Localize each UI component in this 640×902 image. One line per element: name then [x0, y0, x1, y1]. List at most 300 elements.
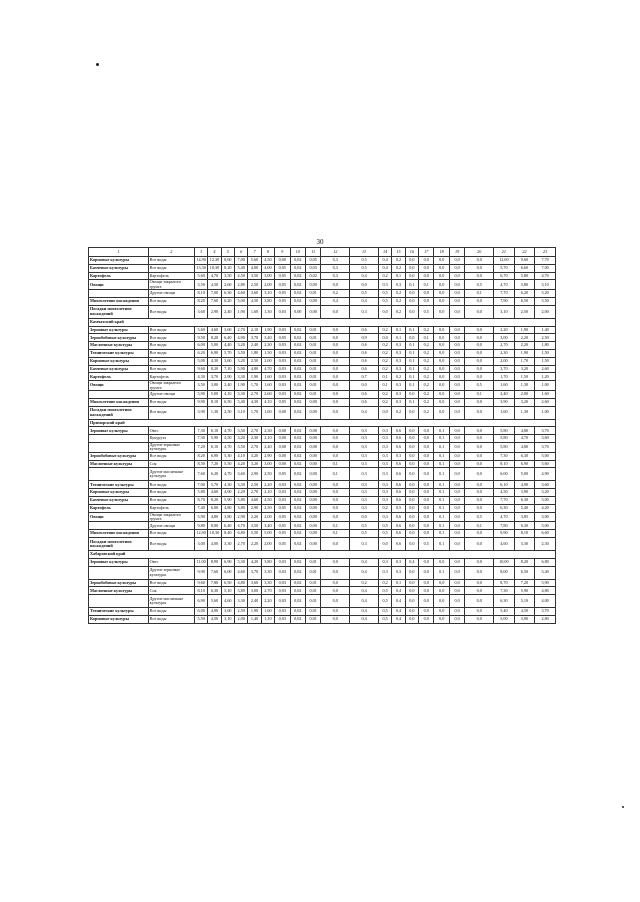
value-cell: 0,0 — [434, 608, 449, 616]
value-cell: 3,70 — [535, 608, 556, 616]
value-cell: 1,20 — [535, 373, 556, 381]
value-cell: 1,90 — [514, 326, 535, 334]
value-cell: 0,5 — [465, 512, 494, 522]
value-cell: 0,0 — [321, 615, 350, 623]
value-cell: 0,0 — [419, 595, 434, 608]
value-cell: 0,02 — [290, 512, 305, 522]
value-cell: 0,3 — [392, 566, 405, 579]
value-cell: 2,50 — [514, 305, 535, 318]
value-cell: 0,02 — [290, 608, 305, 616]
value-cell: 0,0 — [405, 460, 418, 468]
value-cell: 0,05 — [305, 257, 320, 265]
value-cell: 0,3 — [392, 357, 405, 365]
value-cell: 0,0 — [465, 595, 494, 608]
value-cell: 0,1 — [321, 468, 350, 481]
value-cell: 3,60 — [248, 290, 261, 298]
value-cell: 6,30 — [208, 587, 221, 595]
value-cell: 3,40 — [261, 522, 274, 530]
value-cell: 4,80 — [514, 427, 535, 435]
column-header: 6 — [235, 248, 248, 257]
value-cell: 0,2 — [350, 579, 379, 587]
value-cell: 0,0 — [449, 608, 464, 616]
value-cell: 0,0 — [465, 496, 494, 504]
value-cell: 2,70 — [494, 342, 515, 350]
value-cell: 1,60 — [261, 608, 274, 616]
value-cell: 2,40 — [248, 595, 261, 608]
value-cell: 3,50 — [194, 280, 207, 290]
value-cell: 4,80 — [514, 442, 535, 452]
value-cell: 0,02 — [290, 264, 305, 272]
column-header: 16 — [405, 248, 418, 257]
value-cell: 0,1 — [434, 566, 449, 579]
value-cell: 2,10 — [261, 489, 274, 497]
variety-cell: Овес — [148, 427, 194, 435]
value-cell: 3,60 — [221, 326, 234, 334]
value-cell: 3,40 — [261, 334, 274, 342]
value-cell: 0,3 — [350, 468, 379, 481]
value-cell: 0,0 — [419, 435, 434, 443]
value-cell: 8,20 — [208, 496, 221, 504]
value-cell: 0,3 — [378, 496, 391, 504]
value-cell: 3,30 — [261, 566, 274, 579]
value-cell: 0,00 — [305, 512, 320, 522]
value-cell: 0,00 — [275, 257, 290, 265]
value-cell: 0,0 — [419, 530, 434, 538]
value-cell: 0,03 — [275, 357, 290, 365]
value-cell: 0,1 — [465, 522, 494, 530]
value-cell: 4,00 — [535, 595, 556, 608]
region-label: Хабаровский край — [89, 550, 556, 558]
value-cell: 1,40 — [248, 615, 261, 623]
value-cell: 0,02 — [290, 342, 305, 350]
value-cell: 0,1 — [434, 512, 449, 522]
value-cell: 2,20 — [261, 595, 274, 608]
value-cell: 2,00 — [535, 305, 556, 318]
value-cell: 0,0 — [434, 349, 449, 357]
value-cell: 3,70 — [535, 442, 556, 452]
value-cell: 0,0 — [434, 264, 449, 272]
value-cell: 0,0 — [321, 435, 350, 443]
value-cell: 4,70 — [235, 522, 248, 530]
crop-name-cell: Бахчевые культуры — [89, 496, 149, 504]
value-cell: 4,50 — [261, 496, 274, 504]
value-cell: 0,2 — [378, 342, 391, 350]
value-cell: 0,0 — [434, 365, 449, 373]
crop-name-cell: Овощи — [89, 381, 149, 391]
value-cell: 8,10 — [194, 587, 207, 595]
crop-name-cell: Кормовые культуры — [89, 257, 149, 265]
value-cell: 4,10 — [221, 390, 234, 398]
value-cell: 4,00 — [208, 537, 221, 550]
value-cell: 0,0 — [449, 496, 464, 504]
value-cell: 6,00 — [208, 504, 221, 512]
value-cell: 0,2 — [378, 390, 391, 398]
value-cell: 4,10 — [261, 398, 274, 406]
value-cell: 0,2 — [392, 406, 405, 419]
table-row — [89, 342, 556, 350]
value-cell: 8,40 — [221, 530, 234, 538]
table-row — [89, 435, 556, 443]
value-cell: 7,70 — [535, 257, 556, 265]
value-cell: 1,30 — [514, 381, 535, 391]
value-cell: 7,40 — [194, 504, 207, 512]
value-cell: 0,00 — [305, 522, 320, 530]
value-cell: 3,90 — [194, 406, 207, 419]
value-cell: 0,0 — [419, 579, 434, 587]
value-cell: 0,0 — [321, 558, 350, 566]
table-row — [89, 280, 556, 290]
crop-name-cell: Посадки многолетних насаждений — [89, 305, 149, 318]
value-cell: 0,0 — [465, 452, 494, 460]
value-cell: 0,0 — [405, 530, 418, 538]
value-cell: 0,0 — [321, 357, 350, 365]
variety-cell: Другие овощи — [148, 522, 194, 530]
table-row — [89, 537, 556, 550]
value-cell: 0,1 — [405, 280, 418, 290]
value-cell: 6,30 — [514, 496, 535, 504]
value-cell: 2,50 — [535, 334, 556, 342]
value-cell: 0,02 — [290, 280, 305, 290]
value-cell: 0,3 — [378, 442, 391, 452]
value-cell: 1,40 — [535, 326, 556, 334]
value-cell: 0,03 — [275, 381, 290, 391]
value-cell: 0,00 — [275, 435, 290, 443]
value-cell: 8,70 — [494, 579, 515, 587]
value-cell: 0,03 — [275, 305, 290, 318]
table-row — [89, 290, 556, 298]
variety-cell: Другие зерновые культуры — [148, 566, 194, 579]
value-cell: 0,0 — [405, 595, 418, 608]
value-cell: 0,0 — [449, 452, 464, 460]
value-cell: 2,00 — [514, 390, 535, 398]
value-cell: 0,4 — [350, 298, 379, 306]
value-cell: 0,0 — [321, 566, 350, 579]
value-cell: 0,0 — [321, 481, 350, 489]
value-cell: 2,90 — [208, 305, 221, 318]
value-cell: 0,0 — [419, 442, 434, 452]
value-cell: 0,00 — [305, 305, 320, 318]
value-cell: 3,10 — [535, 280, 556, 290]
region-row — [89, 550, 556, 558]
value-cell: 0,0 — [465, 558, 494, 566]
value-cell: 2,20 — [248, 537, 261, 550]
value-cell: 4,10 — [235, 452, 248, 460]
value-cell: 1,30 — [208, 406, 221, 419]
value-cell: 0,5 — [378, 608, 391, 616]
value-cell: 0,0 — [449, 342, 464, 350]
value-cell: 4,80 — [235, 579, 248, 587]
value-cell: 3,10 — [494, 305, 515, 318]
value-cell: 0,2 — [378, 398, 391, 406]
value-cell: 6,50 — [221, 398, 234, 406]
value-cell: 10,30 — [208, 264, 221, 272]
value-cell: 0,0 — [405, 442, 418, 452]
value-cell: 1,10 — [261, 615, 274, 623]
value-cell: 0,01 — [305, 558, 320, 566]
value-cell: 0,0 — [321, 334, 350, 342]
value-cell: 2,00 — [494, 357, 515, 365]
value-cell: 0,1 — [434, 442, 449, 452]
value-cell: 7,90 — [494, 298, 515, 306]
value-cell: 0,0 — [449, 615, 464, 623]
value-cell: 0,02 — [290, 427, 305, 435]
value-cell: 3,20 — [514, 365, 535, 373]
table-row — [89, 512, 556, 522]
value-cell: 9,80 — [194, 522, 207, 530]
value-cell: 0,0 — [449, 512, 464, 522]
value-cell: 0,0 — [321, 537, 350, 550]
value-cell: 0,0 — [321, 406, 350, 419]
crop-name-cell: Посадки многолетних насаждений — [89, 537, 149, 550]
value-cell: 4,70 — [494, 512, 515, 522]
value-cell: 0,0 — [465, 334, 494, 342]
region-row — [89, 318, 556, 326]
value-cell: 4,90 — [235, 334, 248, 342]
value-cell: 0,0 — [449, 381, 464, 391]
column-header: 9 — [275, 248, 290, 257]
value-cell: 1,90 — [261, 326, 274, 334]
value-cell: 0,02 — [305, 272, 320, 280]
column-header: 17 — [419, 248, 434, 257]
value-cell: 0,0 — [434, 272, 449, 280]
value-cell: 0,6 — [392, 442, 405, 452]
crop-name-cell — [89, 595, 149, 608]
value-cell: 2,40 — [494, 390, 515, 398]
value-cell: 0,02 — [290, 406, 305, 419]
value-cell: 0,01 — [305, 390, 320, 398]
value-cell: 6,50 — [221, 579, 234, 587]
value-cell: 0,1 — [405, 349, 418, 357]
value-cell: 4,50 — [235, 272, 248, 280]
value-cell: 0,2 — [419, 398, 434, 406]
value-cell: 0,02 — [290, 398, 305, 406]
table-header-row — [89, 248, 556, 257]
value-cell: 4,60 — [248, 496, 261, 504]
table-row — [89, 257, 556, 265]
value-cell: 0,1 — [321, 522, 350, 530]
value-cell: 0,05 — [275, 398, 290, 406]
crop-name-cell: Многолетние насаждения — [89, 530, 149, 538]
value-cell: 3,70 — [248, 334, 261, 342]
value-cell: 0,2 — [378, 326, 391, 334]
value-cell: 0,3 — [378, 558, 391, 566]
variety-cell: Все виды — [148, 406, 194, 419]
value-cell: 4,60 — [208, 489, 221, 497]
value-cell: 0,0 — [419, 481, 434, 489]
value-cell: 0,1 — [405, 398, 418, 406]
value-cell: 0,0 — [465, 398, 494, 406]
value-cell: 4,50 — [261, 257, 274, 265]
value-cell: 2,70 — [235, 326, 248, 334]
document-table — [88, 247, 556, 624]
value-cell: 0,3 — [350, 537, 379, 550]
value-cell: 4,70 — [221, 468, 234, 481]
value-cell: 8,70 — [194, 496, 207, 504]
value-cell: 0,00 — [275, 460, 290, 468]
value-cell: 0,0 — [419, 512, 434, 522]
value-cell: 0,0 — [378, 334, 391, 342]
column-header: 14 — [378, 248, 391, 257]
value-cell: 0,6 — [350, 357, 379, 365]
value-cell: 3,90 — [494, 398, 515, 406]
value-cell: 0,2 — [378, 579, 391, 587]
value-cell: 0,6 — [392, 427, 405, 435]
table-row — [89, 615, 556, 623]
value-cell: 6,30 — [494, 504, 515, 512]
table-row — [89, 357, 556, 365]
value-cell: 4,00 — [248, 264, 261, 272]
value-cell: 0,3 — [350, 496, 379, 504]
value-cell: 0,0 — [419, 272, 434, 280]
value-cell: 3,30 — [261, 579, 274, 587]
crop-name-cell: Масличные культуры — [89, 342, 149, 350]
value-cell: 5,00 — [235, 298, 248, 306]
value-cell: 6,20 — [514, 290, 535, 298]
value-cell: 0,0 — [449, 489, 464, 497]
value-cell: 0,1 — [434, 522, 449, 530]
value-cell: 0,0 — [321, 442, 350, 452]
value-cell: 5,80 — [514, 272, 535, 280]
value-cell: 0,0 — [434, 406, 449, 419]
value-cell: 4,90 — [514, 481, 535, 489]
value-cell: 0,0 — [465, 587, 494, 595]
value-cell: 0,3 — [392, 365, 405, 373]
crop-name-cell: Зернобобовые культуры — [89, 579, 149, 587]
value-cell: 5,00 — [535, 452, 556, 460]
value-cell: 0,0 — [465, 579, 494, 587]
value-cell: 0,1 — [434, 452, 449, 460]
value-cell: 0,7 — [350, 373, 379, 381]
value-cell: 5,00 — [514, 468, 535, 481]
value-cell: 0,3 — [321, 264, 350, 272]
value-cell: 0,4 — [350, 272, 379, 280]
value-cell: 0,1 — [434, 537, 449, 550]
value-cell: 0,2 — [378, 349, 391, 357]
value-cell: 0,5 — [419, 537, 434, 550]
value-cell: 0,0 — [321, 427, 350, 435]
value-cell: 0,3 — [321, 257, 350, 265]
value-cell: 0,0 — [434, 587, 449, 595]
value-cell: 0,2 — [419, 342, 434, 350]
column-header: 13 — [350, 248, 379, 257]
crop-name-cell — [89, 442, 149, 452]
value-cell: 6,60 — [535, 530, 556, 538]
table-row — [89, 496, 556, 504]
value-cell: 0,0 — [449, 280, 464, 290]
value-cell: 0,00 — [305, 537, 320, 550]
value-cell: 4,50 — [208, 615, 221, 623]
value-cell: 6,60 — [514, 264, 535, 272]
value-cell: 0,0 — [449, 579, 464, 587]
value-cell: 0,1 — [392, 579, 405, 587]
value-cell: 0,3 — [392, 558, 405, 566]
value-cell: 0,0 — [449, 566, 464, 579]
value-cell: 0,01 — [305, 381, 320, 391]
value-cell: 0,5 — [419, 305, 434, 318]
value-cell: 2,90 — [235, 512, 248, 522]
value-cell: 3,60 — [221, 608, 234, 616]
value-cell: 0,00 — [305, 489, 320, 497]
value-cell: 1,00 — [535, 381, 556, 391]
value-cell: 3,60 — [235, 468, 248, 481]
value-cell: 0,2 — [392, 290, 405, 298]
crop-name-cell: Кормовые культуры — [89, 615, 149, 623]
value-cell: 0,0 — [434, 390, 449, 398]
value-cell: 5,60 — [248, 257, 261, 265]
value-cell: 5,90 — [235, 365, 248, 373]
value-cell: 2,60 — [535, 365, 556, 373]
value-cell: 0,0 — [434, 305, 449, 318]
value-cell: 0,05 — [275, 537, 290, 550]
value-cell: 3,60 — [535, 435, 556, 443]
value-cell: 0,0 — [321, 280, 350, 290]
value-cell: 4,60 — [208, 326, 221, 334]
value-cell: 0,05 — [275, 280, 290, 290]
value-cell: 0,2 — [392, 373, 405, 381]
value-cell: 0,0 — [405, 489, 418, 497]
value-cell: 0,00 — [305, 427, 320, 435]
value-cell: 0,03 — [275, 373, 290, 381]
value-cell: 1,90 — [514, 349, 535, 357]
value-cell: 2,80 — [235, 280, 248, 290]
variety-cell: Другие овощи — [148, 290, 194, 298]
value-cell: 3,30 — [235, 481, 248, 489]
value-cell: 0,0 — [465, 481, 494, 489]
value-cell: 1,60 — [261, 373, 274, 381]
variety-cell: Все виды — [148, 357, 194, 365]
value-cell: 0,1 — [405, 357, 418, 365]
value-cell: 0,3 — [321, 272, 350, 280]
value-cell: 6,30 — [221, 290, 234, 298]
value-cell: 3,50 — [248, 522, 261, 530]
value-cell: 0,0 — [350, 381, 379, 391]
variety-cell: Все виды — [148, 349, 194, 357]
value-cell: 0,03 — [305, 264, 320, 272]
table-row — [89, 504, 556, 512]
value-cell: 7,30 — [194, 435, 207, 443]
value-cell: 0,02 — [290, 381, 305, 391]
value-cell: 0,0 — [419, 264, 434, 272]
value-cell: 0,0 — [434, 595, 449, 608]
value-cell: 4,70 — [514, 435, 535, 443]
value-cell: 1,60 — [494, 406, 515, 419]
value-cell: 0,05 — [275, 290, 290, 298]
value-cell: 0,3 — [350, 481, 379, 489]
value-cell: 0,0 — [434, 615, 449, 623]
value-cell: 9,60 — [194, 365, 207, 373]
value-cell: 4,20 — [235, 460, 248, 468]
value-cell: 0,0 — [434, 280, 449, 290]
crop-name-cell: Многолетние насаждения — [89, 298, 149, 306]
value-cell: 1,30 — [261, 305, 274, 318]
value-cell: 0,4 — [350, 406, 379, 419]
value-cell: 0,01 — [305, 349, 320, 357]
value-cell: 0,0 — [321, 587, 350, 595]
value-cell: 3,20 — [248, 452, 261, 460]
value-cell: 6,10 — [208, 427, 221, 435]
value-cell: 0,3 — [392, 390, 405, 398]
value-cell: 8,10 — [208, 398, 221, 406]
value-cell: 5,00 — [535, 496, 556, 504]
value-cell: 2,70 — [248, 442, 261, 452]
value-cell: 0,0 — [434, 334, 449, 342]
value-cell: 7,60 — [208, 566, 221, 579]
value-cell: 0,0 — [434, 558, 449, 566]
value-cell: 2,50 — [248, 280, 261, 290]
value-cell: 0,01 — [305, 373, 320, 381]
value-cell: 3,30 — [235, 373, 248, 381]
value-cell: 0,02 — [290, 530, 305, 538]
